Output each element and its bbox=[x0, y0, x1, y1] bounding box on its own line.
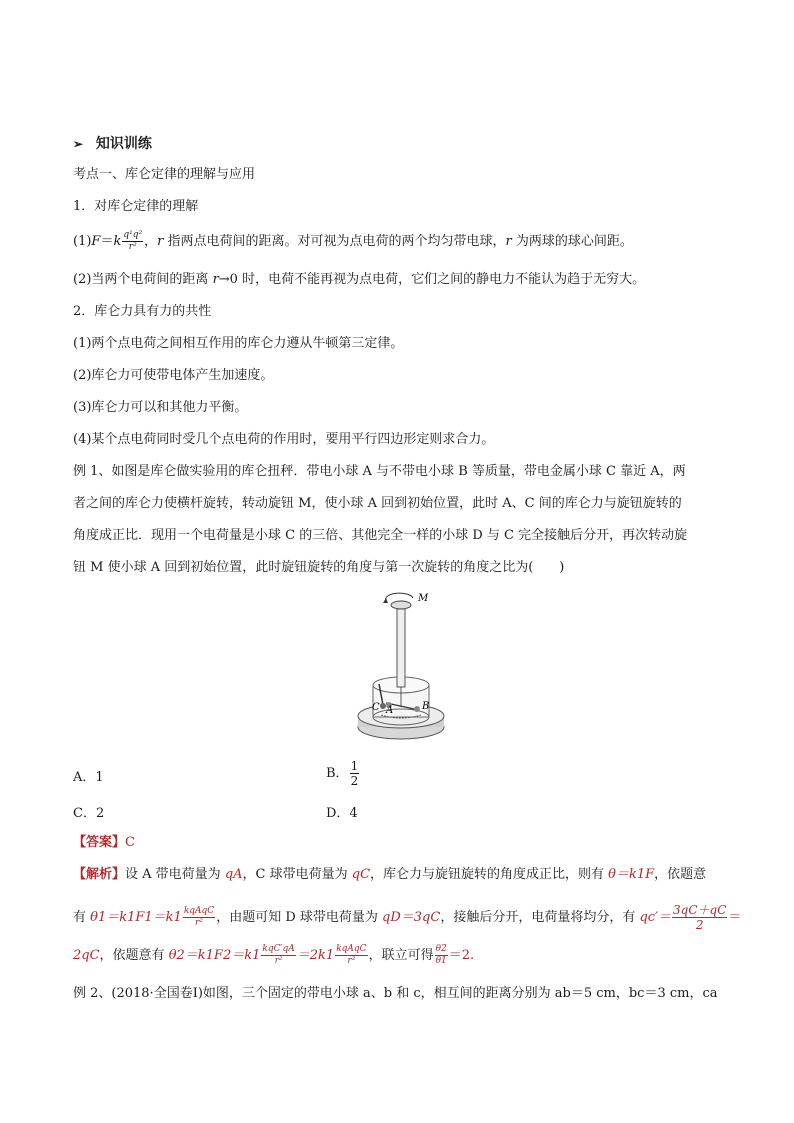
text-fragment: 有 bbox=[73, 910, 91, 925]
fraction-denominator: r² bbox=[128, 242, 137, 252]
text-fragment: 指两点电荷间的距离。对可视为点电荷的两个均匀带电球， bbox=[163, 234, 506, 249]
equals-sign: ＝ bbox=[100, 234, 114, 249]
math-term: θ2＝k1F2＝k1 bbox=[168, 948, 261, 963]
point2-item: (2)库仑力可使带电体产生加速度。 bbox=[73, 368, 274, 383]
fraction-denominator: 2 bbox=[695, 918, 704, 932]
text-fragment: 设 A 带电荷量为 bbox=[125, 867, 225, 882]
var-r: r bbox=[505, 234, 512, 249]
fraction-denominator: r² bbox=[195, 918, 203, 928]
arrow-bullet-icon: ➢ bbox=[73, 137, 84, 151]
coulomb-fraction bbox=[122, 230, 143, 253]
fraction-numerator: kqAqC bbox=[336, 944, 367, 954]
math-term: qD＝3qC bbox=[382, 910, 441, 925]
math-term: qc′＝ bbox=[639, 910, 672, 925]
text-fragment: ，库仑力与旋钮旋转的角度成正比，则有 bbox=[370, 867, 609, 882]
analysis-tag: 【解析】 bbox=[73, 867, 126, 882]
label-M: M bbox=[418, 593, 429, 604]
item-prefix: (1) bbox=[73, 234, 92, 249]
fraction-denominator: 2 bbox=[350, 774, 359, 788]
math-term: qA bbox=[224, 867, 243, 882]
math-term: ＝2. bbox=[448, 948, 475, 963]
answer-line bbox=[73, 834, 135, 852]
fraction-numerator: θ2 bbox=[435, 944, 447, 954]
math-term: qC bbox=[351, 867, 371, 882]
fraction-numerator: 1 bbox=[350, 759, 359, 773]
point1-item1 bbox=[73, 230, 633, 253]
point2-title: 2．库仑力具有力的共性 bbox=[73, 304, 212, 319]
fraction-numerator: kqAqC bbox=[183, 906, 215, 916]
section-heading bbox=[73, 135, 152, 153]
option-C: C．2 bbox=[73, 806, 105, 821]
rotation-arrow-icon bbox=[386, 593, 413, 601]
fraction-denominator: r² bbox=[274, 956, 283, 966]
math-fraction bbox=[335, 944, 367, 967]
fraction-numerator: q¹q² bbox=[123, 230, 143, 240]
knob-M bbox=[391, 601, 411, 609]
label-A: A bbox=[386, 705, 394, 716]
math-fraction bbox=[183, 906, 215, 929]
text-fragment: 为两球的球心间距。 bbox=[511, 234, 633, 249]
math-fraction bbox=[261, 944, 295, 967]
math-term: θ1＝k1F1＝k1 bbox=[90, 910, 182, 925]
analysis-line bbox=[73, 944, 474, 967]
fraction-denominator: r² bbox=[347, 956, 356, 966]
text-fragment: →0 时，电荷不能再视为点电荷，它们之间的静电力不能认为趋于无穷大。 bbox=[218, 272, 646, 287]
option-B-fraction bbox=[350, 759, 360, 788]
analysis-line bbox=[73, 866, 706, 884]
point1-title: 1．对库仑定律的理解 bbox=[73, 199, 199, 214]
section-title: 知识训练 bbox=[95, 136, 152, 152]
ball-B bbox=[414, 706, 420, 712]
text-fragment: ，接触后分开，电荷量将均分，有 bbox=[440, 910, 640, 925]
text-fragment: ，依题意有 bbox=[99, 948, 169, 963]
option-B bbox=[326, 759, 360, 788]
example1-line: 角度成正比．现用一个电荷量是小球 C 的三倍、其他完全一样的小球 D 与 C 完全接触后分开，再次转动旋 bbox=[73, 528, 688, 543]
math-fraction bbox=[435, 944, 448, 967]
text-fragment: ，依题意 bbox=[654, 867, 707, 882]
math-term: ＝ bbox=[728, 910, 742, 925]
math-fraction bbox=[672, 903, 727, 932]
fraction-numerator: kqC′qA bbox=[262, 944, 295, 954]
example1-line: 者之间的库仑力使横杆旋转，转动旋钮 M，使小球 A 回到初始位置，此时 A、C 间的库仑力与旋钮旋转的 bbox=[73, 496, 682, 511]
answer-tag: 【答案】 bbox=[73, 835, 126, 850]
math-term: 2qC bbox=[73, 948, 100, 963]
option-B-prefix: B． bbox=[326, 766, 349, 781]
text-fragment: ，由题可知 D 球带电荷量为 bbox=[216, 910, 383, 925]
label-C: C bbox=[372, 702, 380, 713]
label-B: B bbox=[422, 701, 430, 712]
text-fragment: (2)当两个电荷间的距离 bbox=[73, 272, 213, 287]
point2-item: (4)某个点电荷同时受几个点电荷的作用时，要用平行四边形定则求合力。 bbox=[73, 432, 495, 447]
text-fragment: ，C 球带电荷量为 bbox=[242, 867, 352, 882]
var-k: k bbox=[113, 234, 122, 249]
answer-value: C bbox=[125, 835, 135, 850]
point1-item2 bbox=[73, 271, 645, 289]
fraction-numerator: 3qC＋qC bbox=[673, 903, 727, 917]
option-A: A．1 bbox=[73, 770, 104, 785]
var-F: F bbox=[91, 234, 101, 249]
example2-line: 例 2、(2018·全国卷Ⅰ)如图，三个固定的带电小球 a、b 和 c，相互间的距离分别为 ab＝5 cm，bc＝3 cm，ca bbox=[73, 986, 718, 1001]
var-r: r bbox=[212, 272, 219, 287]
torsion-balance-figure bbox=[355, 589, 451, 744]
text-fragment: ， bbox=[144, 234, 158, 249]
var-r: r bbox=[157, 234, 164, 249]
suspension-tube bbox=[397, 609, 405, 687]
math-term: ＝2k1 bbox=[296, 948, 335, 963]
point2-item: (3)库仑力可以和其他力平衡。 bbox=[73, 400, 248, 415]
analysis-line bbox=[73, 903, 741, 932]
option-D: D．4 bbox=[326, 806, 358, 821]
topic-title: 考点一、库仑定律的理解与应用 bbox=[73, 167, 256, 182]
fraction-denominator: θ1 bbox=[435, 956, 447, 966]
example1-line: 例 1、如图是库仑做实验用的库仑扭秤．带电小球 A 与不带电小球 B 等质量，带电金属小球 C 靠近 A，两 bbox=[73, 464, 686, 479]
example1-line: 钮 M 使小球 A 回到初始位置，此时旋钮旋转的角度与第一次旋转的角度之比为( ) bbox=[73, 560, 565, 575]
point2-item: (1)两个点电荷之间相互作用的库仑力遵从牛顿第三定律。 bbox=[73, 336, 404, 351]
text-fragment: ，联立可得 bbox=[368, 948, 434, 963]
math-term: θ＝k1F bbox=[608, 867, 655, 882]
